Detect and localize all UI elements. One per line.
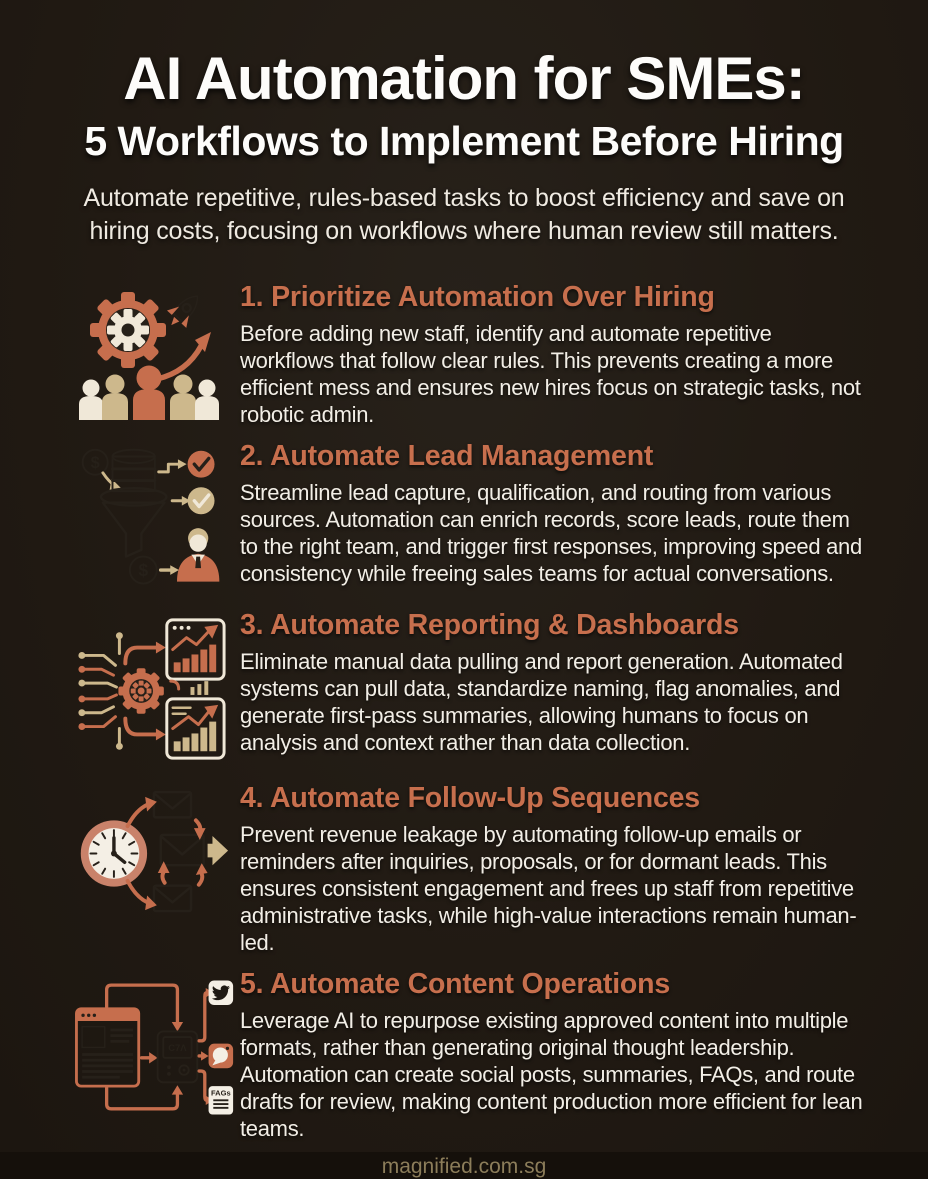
dashboard-window-bottom: [167, 699, 224, 758]
header: [0, 46, 928, 248]
gear-icon: [90, 292, 166, 368]
mini-bars: [171, 681, 209, 695]
team-icon: [79, 366, 219, 421]
section-heading: 5. Automate Content Operations: [240, 968, 670, 1000]
checkmark-circle-orange: [188, 451, 215, 478]
clock-icon: [81, 820, 147, 886]
circuit-gear-dashboards-icon: [62, 612, 240, 770]
section-content-operations: [0, 969, 928, 1142]
content-repurpose-pipeline-icon: [62, 971, 240, 1122]
svg-text:$: $: [90, 454, 100, 473]
svg-text:C7Λ: C7Λ: [168, 1042, 187, 1054]
section-body: Streamline lead capture, qualification, and routing from various sources. Automation can enrich records, score leads, route them to the right team, and trigger first responses, improving speed and consistency while freeing sales teams for actual conversations.: [240, 480, 862, 586]
intro-text: Automate repetitive, rules-based tasks to boost efficiency and save on hiring costs, focusing on workflows where human review still matters.: [83, 184, 845, 245]
dollar-coin-icon-2: [130, 557, 179, 584]
section-body: Prevent revenue leakage by automating follow-up emails or reminders after inquiries, proposals, or for dormant leads. This ensures consistent engagement and frees up staff from repetitive administrative tasks, while high-value interactions remain human-led.: [240, 822, 857, 955]
footer-watermark: magnified.com.sg: [381, 1155, 547, 1178]
section-heading: 4. Automate Follow-Up Sequences: [240, 782, 700, 814]
envelope-icon-middle: [161, 835, 204, 865]
workflow-sections: [0, 282, 928, 1142]
page-title: AI Automation for SMEs:: [123, 45, 805, 112]
svg-text:$: $: [138, 559, 149, 580]
clock-email-sequence-icon: [62, 785, 240, 922]
envelope-icon-bottom: [154, 886, 191, 911]
check-route-arrows: [159, 459, 191, 505]
funnel-icon: [101, 488, 166, 556]
growth-arrow-icon: [157, 332, 211, 379]
circuit-traces-icon: [78, 632, 122, 750]
faq-document-icon: [209, 1086, 234, 1114]
dashboard-window-top: [167, 620, 224, 679]
section-heading: 3. Automate Reporting & Dashboards: [240, 609, 739, 641]
twitter-icon: [209, 980, 234, 1005]
page-subtitle: 5 Workflows to Implement Before Hiring: [84, 118, 844, 164]
checkmark-circle-tan: [188, 487, 215, 514]
salesperson-icon: [177, 528, 219, 581]
section-follow-up-sequences: [0, 783, 928, 956]
section-heading: 2. Automate Lead Management: [240, 440, 654, 472]
section-body: Leverage AI to repurpose existing approved content into multiple formats, rather than generating original thought leadership. Automation can create social posts, summaries, FAQs, and route drafts for review, making content production more efficient for lean teams.: [240, 1008, 863, 1141]
forward-arrow-icon: [208, 836, 228, 865]
article-document-icon: [76, 1009, 138, 1086]
lead-funnel-icon: [62, 443, 240, 597]
database-icon: [113, 450, 155, 491]
chat-bubble-icon: [209, 1044, 234, 1069]
section-reporting-dashboards: [0, 610, 928, 770]
svg-text:FAGs: FAGs: [210, 1088, 231, 1098]
section-heading: 1. Prioritize Automation Over Hiring: [240, 281, 715, 313]
envelope-icon-top: [154, 792, 191, 817]
section-lead-management: [0, 441, 928, 597]
section-body: Eliminate manual data pulling and report generation. Automated systems can pull data, standardize naming, flag anomalies, and generate first-pass summaries, allowing humans to focus on analysis and context rather than data collection.: [240, 649, 843, 755]
processor-gear-icon: [118, 668, 163, 713]
section-prioritize-automation: [0, 282, 928, 428]
ai-device-icon: [158, 1031, 198, 1082]
section-body: Before adding new staff, identify and automate repetitive workflows that follow clear rules. This prevents creating a more efficient mess and ensures new hires focus on strategic tasks, not robotic admin.: [240, 321, 861, 427]
gear-rocket-team-icon: [62, 284, 240, 424]
rocket-icon: [162, 287, 207, 333]
